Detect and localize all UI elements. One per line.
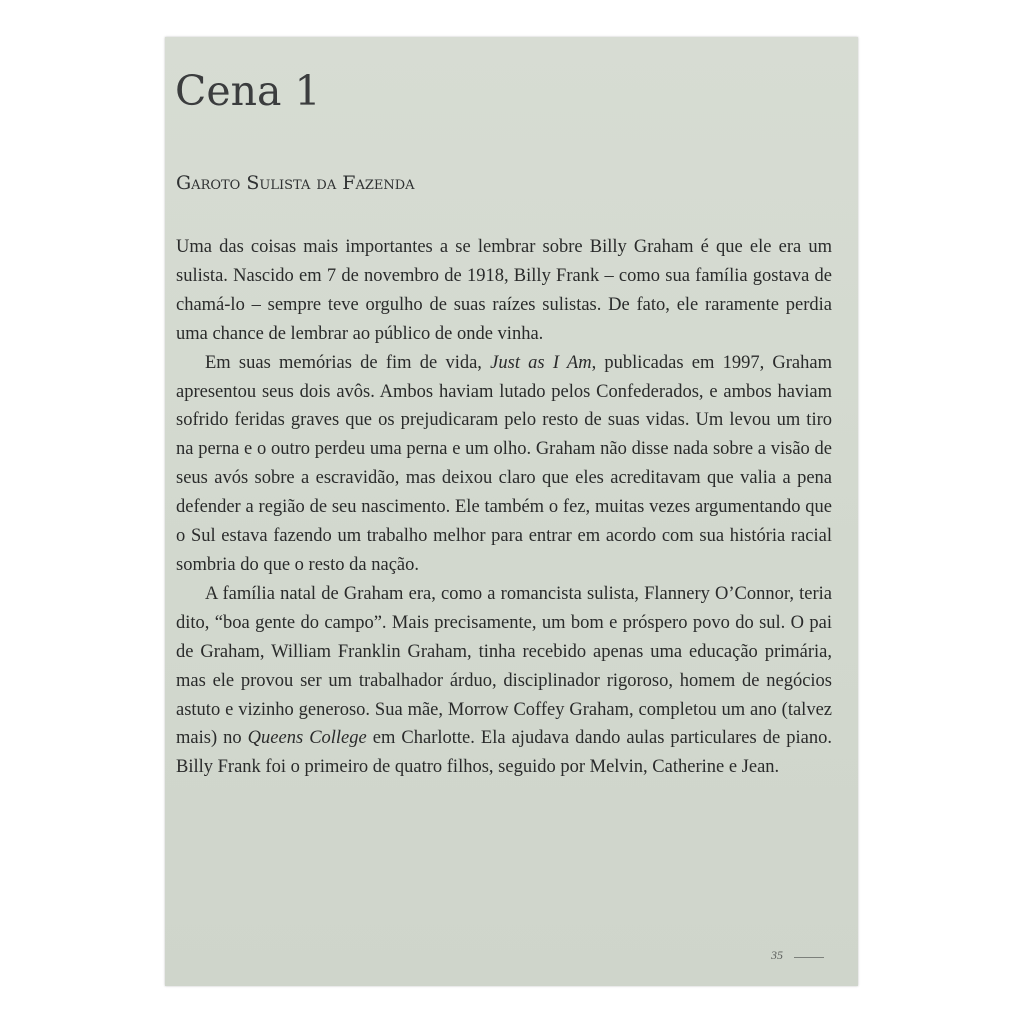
page-number-rule — [794, 957, 824, 958]
page-number: 35 — [771, 948, 783, 962]
section-title: Garoto Sulista da Fazenda — [176, 172, 415, 194]
paragraph-3-lead: A família natal de Graham era, como a romancista sulista, Flannery O’Connor, teria dito, “boa gente do campo”. Mais precisamente, um bom e próspero povo do sul. O pai de Graham, William Franklin Graham, tinha recebido apenas uma educação primária, mas ele provou ser um trabalhador árduo, disciplinador rigoroso, homem de negócios astuto e vizinho generoso. Sua mãe, Morrow Coffey Graham, completou um ano (talvez mais) no — [176, 583, 832, 749]
book-title-italic: Just as I Am — [490, 352, 592, 373]
paragraph-1: Uma das coisas mais importantes a se lembrar sobre Billy Graham é que ele era um sulista. Nascido em 7 de novembro de 1918, Billy Frank – como sua família gostava de chamá-lo – sempre teve orgulho de suas raízes sulistas. De fato, ele raramente perdia uma chance de lembrar ao público de onde vinha. — [176, 237, 832, 344]
body-text — [176, 233, 832, 782]
paragraph-2-lead: Em suas memórias de fim de vida, — [205, 352, 491, 373]
college-name-italic: Queens College — [247, 728, 367, 749]
chapter-title: Cena 1 — [175, 67, 321, 115]
paragraph-2 — [176, 349, 832, 580]
paragraph-2-rest: , publicadas em 1997, Graham apresentou seus dois avôs. Ambos haviam lutado pelos Confederados, e ambos haviam sofrido feridas graves que os prejudicaram pelo resto de suas vidas. Um levou um tiro na perna e o outro perdeu uma perna e um olho. Graham não disse nada sobre a visão de seus avós sobre a escravidão, mas deixou claro que eles acreditavam que valia a pena defender a região de seu nascimento. Ele também o fez, muitas vezes argumentando que o Sul estava fazendo um trabalho melhor para entrar em acordo com sua história racial sombria do que o resto da nação. — [176, 352, 832, 575]
paragraph-3-rest: em Charlotte. Ela ajudava dando aulas particulares de piano. Billy Frank foi o primeiro de quatro filhos, seguido por Melvin, Catherine e Jean. — [176, 728, 832, 778]
paragraph-3 — [176, 580, 832, 782]
book-page — [165, 37, 858, 986]
